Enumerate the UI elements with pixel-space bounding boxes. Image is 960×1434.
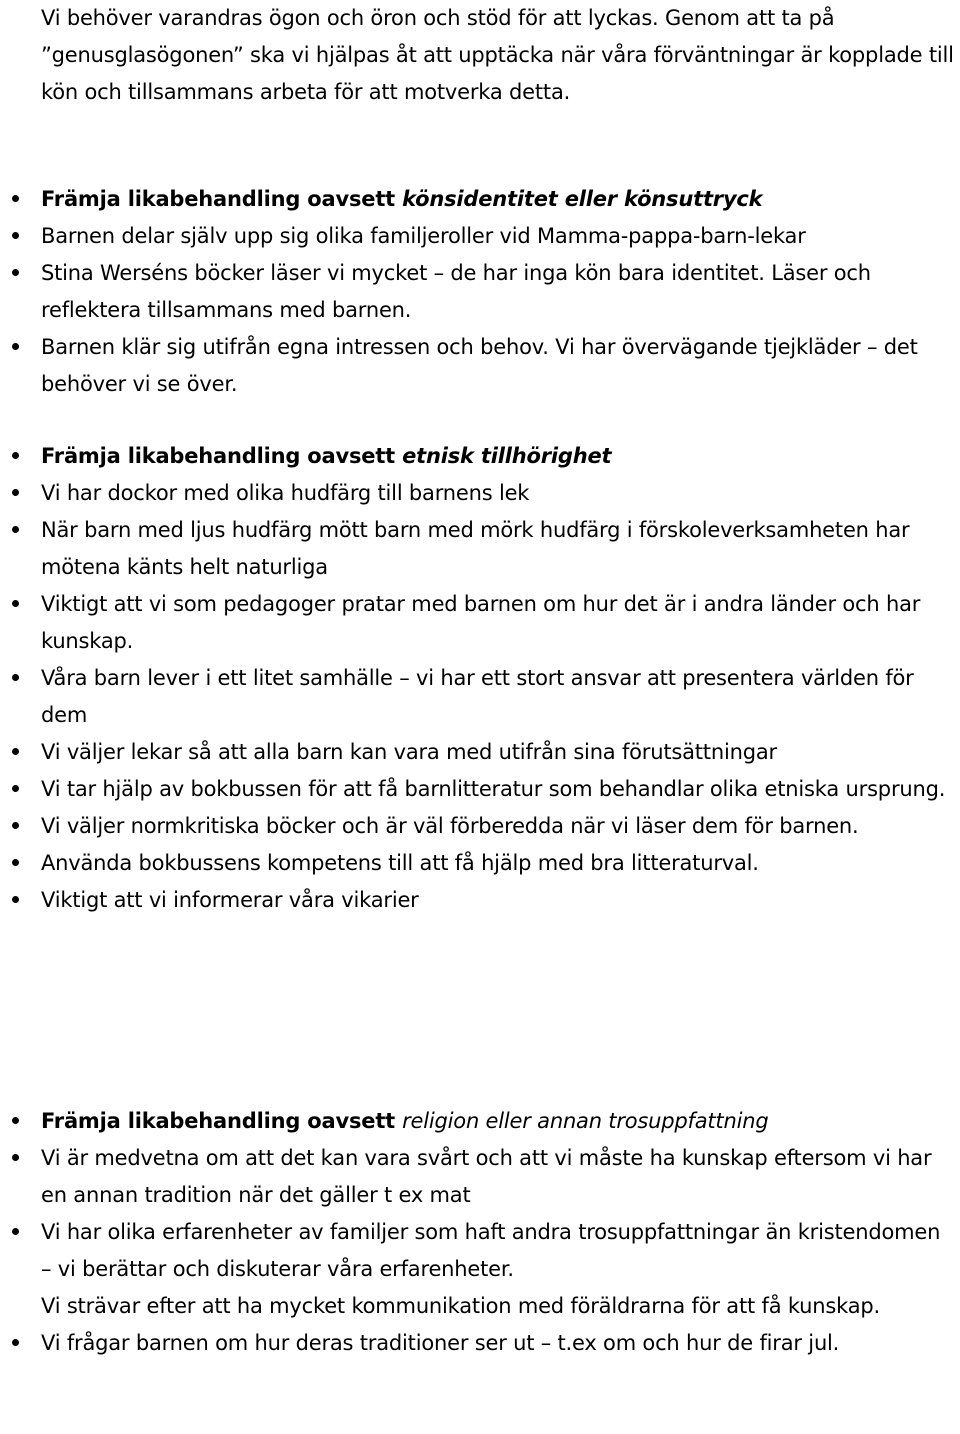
intro-text: Vi behöver varandras ögon och öron och stöd för att lyckas. Genom att ta på ”genusglasögonen” ska vi hjälpas åt att upptäcka när våra förväntningar är kopplade till kön och tillsammans arbeta för att motverka detta. <box>41 6 954 104</box>
list-item: Viktigt att vi informerar våra vikarier <box>0 882 956 919</box>
list-item: Använda bokbussens kompetens till att få hjälp med bra litteraturval. <box>0 845 956 882</box>
heading-lead: Främja likabehandling oavsett <box>41 187 403 211</box>
list-item: Vi har olika erfarenheter av familjer som haft andra trosuppfattningar än kristendomen – vi berättar och diskuterar våra erfarenheter. <box>0 1214 956 1288</box>
list-item: Barnen delar själv upp sig olika familjeroller vid Mamma-pappa-barn-lekar <box>0 218 956 255</box>
section-heading <box>0 1103 956 1140</box>
list-item: När barn med ljus hudfärg mött barn med mörk hudfärg i förskoleverksamheten har mötena känts helt naturliga <box>0 512 956 586</box>
section-gender-identity <box>0 181 960 403</box>
list-item: Stina Werséns böcker läser vi mycket – de har inga kön bara identitet. Läser och reflektera tillsammans med barnen. <box>0 255 956 329</box>
section-heading <box>0 438 956 475</box>
list-item: Vi strävar efter att ha mycket kommunikation med föräldrarna för att få kunskap. <box>41 1294 880 1318</box>
section-religion-belief <box>0 1103 960 1362</box>
list-item: Vi frågar barnen om hur deras traditioner ser ut – t.ex om och hur de firar jul. <box>0 1325 956 1362</box>
intro-paragraph <box>41 0 956 111</box>
list-item: Vi väljer lekar så att alla barn kan vara med utifrån sina förutsättningar <box>0 734 956 771</box>
list-item: Vi har dockor med olika hudfärg till barnens lek <box>0 475 956 512</box>
list-item: Våra barn lever i ett litet samhälle – vi har ett stort ansvar att presentera världen för dem <box>0 660 956 734</box>
list-item: Vi tar hjälp av bokbussen för att få barnlitteratur som behandlar olika etniska ursprung. <box>0 771 956 808</box>
heading-topic: könsidentitet eller könsuttryck <box>402 187 763 211</box>
heading-topic: religion eller annan trosuppfattning <box>402 1109 769 1133</box>
list-item: Viktigt att vi som pedagoger pratar med barnen om hur det är i andra länder och har kunskap. <box>0 586 956 660</box>
heading-lead: Främja likabehandling oavsett <box>41 444 403 468</box>
list-item: Vi väljer normkritiska böcker och är väl förberedda när vi läser dem för barnen. <box>0 808 956 845</box>
heading-lead: Främja likabehandling oavsett <box>41 1109 403 1133</box>
section-heading <box>0 181 956 218</box>
list-item: Vi är medvetna om att det kan vara svårt och att vi måste ha kunskap eftersom vi har en annan tradition när det gäller t ex mat <box>0 1140 956 1214</box>
list-item: Barnen klär sig utifrån egna intressen och behov. Vi har övervägande tjejkläder – det behöver vi se över. <box>0 329 956 403</box>
section-ethnic-background <box>0 438 960 919</box>
heading-topic: etnisk tillhörighet <box>402 444 612 468</box>
